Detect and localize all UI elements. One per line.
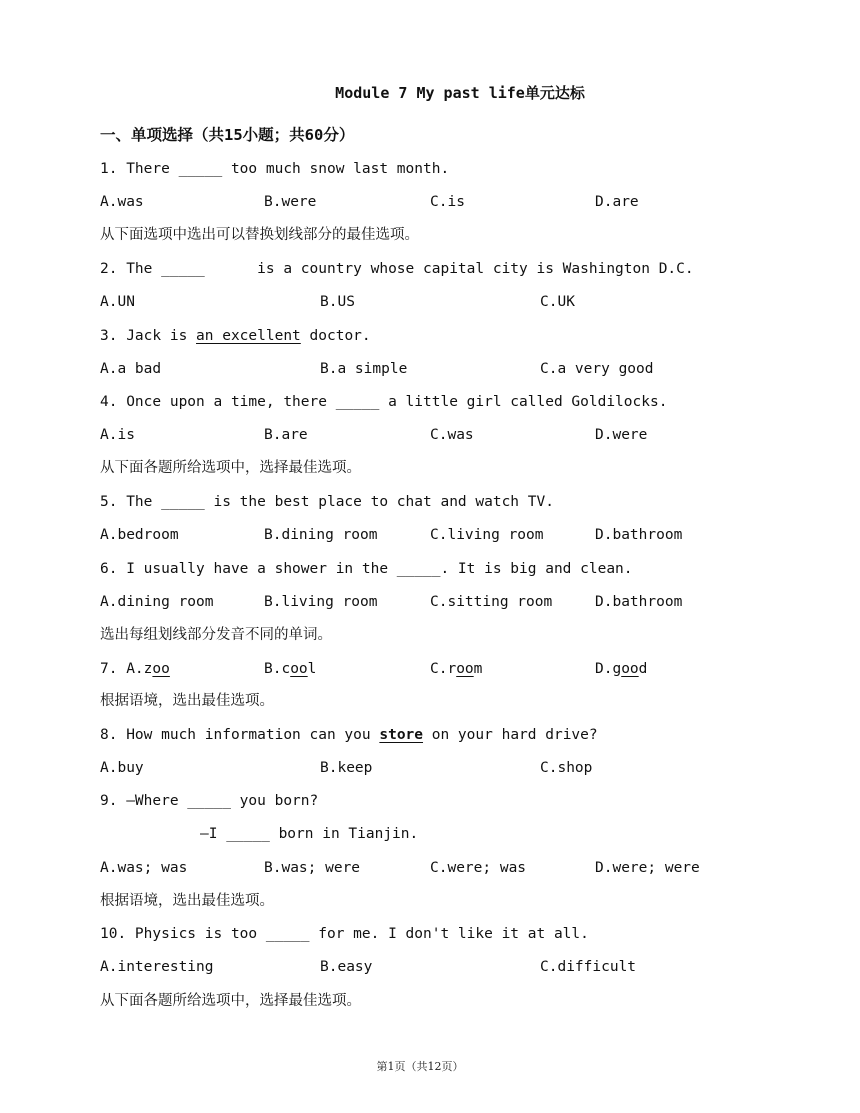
q3-stem-pre: 3. Jack is — [100, 328, 197, 344]
page-footer: 第1页（共12页） — [376, 1060, 464, 1073]
q5-option-b: B.dining room — [264, 527, 378, 543]
q5-option-a: A.bedroom — [100, 527, 179, 543]
q7-d-underlined: oo — [621, 661, 639, 677]
q2-option-a: A.UN — [100, 294, 135, 310]
q10-option-a: A.interesting — [100, 959, 214, 975]
q10-option-b: B.easy — [320, 959, 373, 975]
q4-option-d: D.were — [595, 427, 648, 443]
q9-option-b: B.was; were — [264, 860, 361, 876]
q8-option-b: B.keep — [320, 760, 373, 776]
question-6-stem: 6. I usually have a shower in the _____. It is big and clean. — [100, 561, 633, 577]
question-8-stem — [100, 726, 598, 744]
q3-option-c: C.a very good — [540, 361, 654, 377]
q7-b-post: l — [307, 661, 317, 677]
q7-d-post: d — [638, 661, 648, 677]
instruction-select: 从下面各题所给选项中，选择最佳选项。 — [100, 460, 361, 476]
question-9-stem-2: —I _____ born in Tianjin. — [200, 826, 419, 842]
q7-option-a — [100, 660, 170, 678]
q7-d-pre: D.g — [595, 661, 622, 677]
q3-stem-post: doctor. — [300, 328, 371, 344]
question-9-stem: 9. —Where _____ you born? — [100, 793, 319, 809]
question-1-stem: 1. There _____ too much snow last month. — [100, 161, 450, 177]
question-5-stem: 5. The _____ is the best place to chat and watch TV. — [100, 494, 554, 510]
q7-option-b — [264, 660, 316, 678]
q7-option-c — [430, 660, 482, 678]
q8-underlined-word: store — [379, 727, 424, 743]
q9-option-d: D.were; were — [595, 860, 700, 876]
q4-option-b: B.are — [264, 427, 308, 443]
q3-option-b: B.a simple — [320, 361, 408, 377]
question-2-stem: 2. The _____ is a country whose capital city is Washington D.C. — [100, 261, 694, 277]
q6-option-a: A.dining room — [100, 594, 214, 610]
q7-a-underlined: oo — [152, 661, 170, 677]
q5-option-d: D.bathroom — [595, 527, 683, 543]
q6-option-d: D.bathroom — [595, 594, 683, 610]
q7-option-d — [595, 660, 647, 678]
q8-option-a: A.buy — [100, 760, 144, 776]
q4-option-a: A.is — [100, 427, 135, 443]
instruction-select-2: 从下面各题所给选项中，选择最佳选项。 — [100, 993, 361, 1009]
instruction-pronunciation: 选出每组划线部分发音不同的单词。 — [100, 627, 332, 643]
q1-option-d: D.are — [595, 194, 639, 210]
q8-option-c: C.shop — [540, 760, 593, 776]
question-3-stem — [100, 327, 371, 345]
q1-option-a: A.was — [100, 194, 144, 210]
page-title: Module 7 My past life单元达标 — [335, 84, 585, 102]
q9-option-a: A.was; was — [100, 860, 188, 876]
q1-option-b: B.were — [264, 194, 317, 210]
q6-option-c: C.sitting room — [430, 594, 553, 610]
q10-option-c: C.difficult — [540, 959, 637, 975]
q7-b-underlined: oo — [290, 661, 308, 677]
question-10-stem: 10. Physics is too _____ for me. I don't like it at all. — [100, 926, 589, 942]
instruction-replace: 从下面选项中选出可以替换划线部分的最佳选项。 — [100, 227, 419, 243]
q7-b-pre: B.c — [264, 661, 291, 677]
q6-option-b: B.living room — [264, 594, 378, 610]
q7-stem: 7. — [100, 661, 127, 677]
q7-c-underlined: oo — [456, 661, 474, 677]
q8-stem-pre: 8. How much information can you — [100, 727, 380, 743]
instruction-context-2: 根据语境，选出最佳选项。 — [100, 893, 274, 909]
q5-option-c: C.living room — [430, 527, 544, 543]
q3-option-a: A.a bad — [100, 361, 162, 377]
section-heading: 一、单项选择（共15小题；共60分） — [100, 126, 355, 144]
q3-underlined-phrase: an excellent — [196, 328, 301, 344]
q4-option-c: C.was — [430, 427, 474, 443]
q1-option-c: C.is — [430, 194, 465, 210]
q2-option-c: C.UK — [540, 294, 575, 310]
instruction-context-1: 根据语境，选出最佳选项。 — [100, 693, 274, 709]
question-4-stem: 4. Once upon a time, there _____ a little girl called Goldilocks. — [100, 394, 668, 410]
q7-c-pre: C.r — [430, 661, 457, 677]
q9-option-c: C.were; was — [430, 860, 527, 876]
q8-stem-post: on your hard drive? — [423, 727, 598, 743]
q7-c-post: m — [473, 661, 483, 677]
q7-a-pre: A.z — [126, 661, 153, 677]
q2-option-b: B.US — [320, 294, 355, 310]
